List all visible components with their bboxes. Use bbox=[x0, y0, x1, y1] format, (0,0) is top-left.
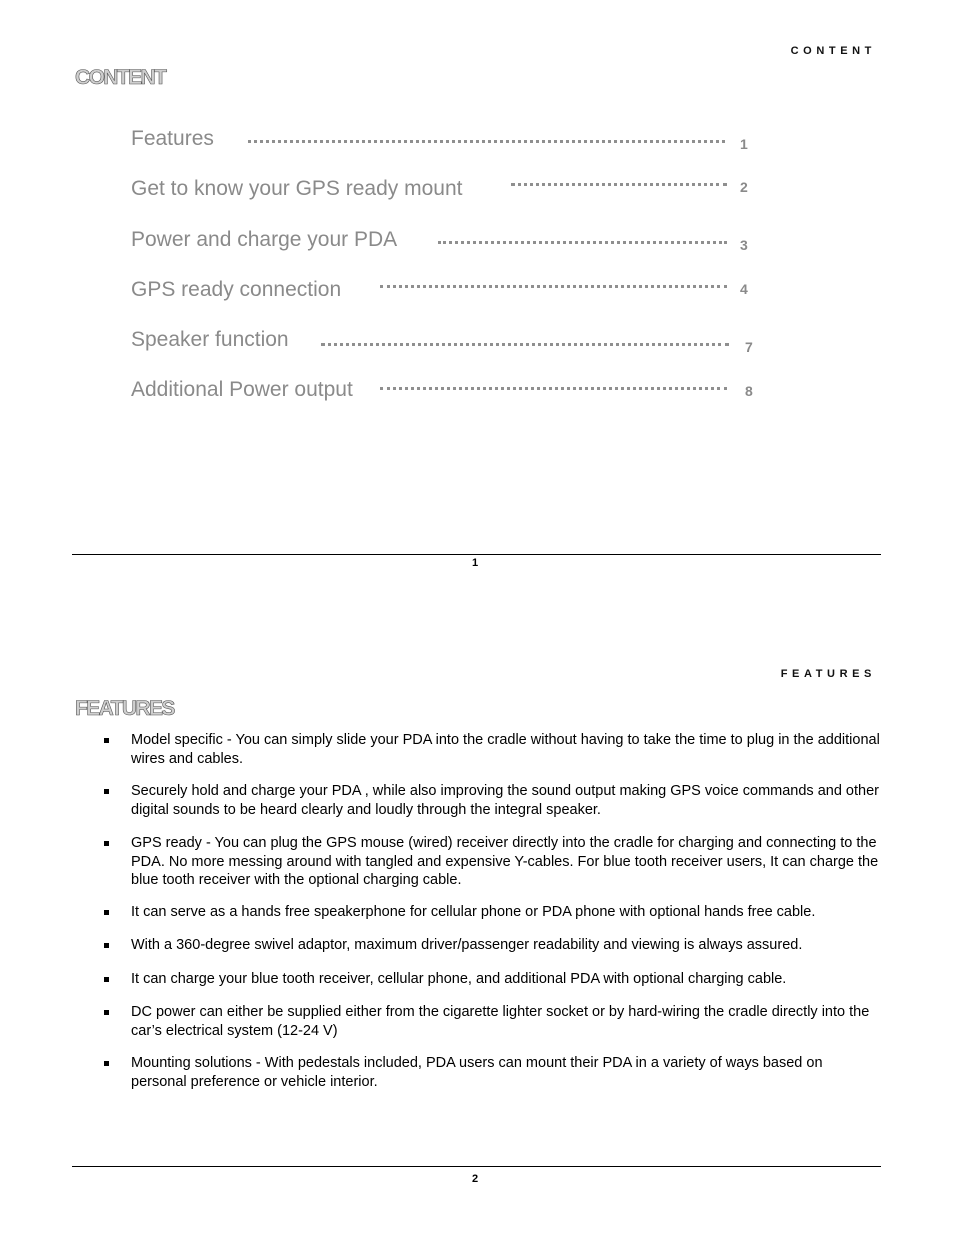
footer-rule bbox=[72, 554, 881, 555]
page-number: 1 bbox=[472, 557, 479, 569]
list-item-text: GPS ready - You can plug the GPS mouse (wired) receiver directly into the cradle for charging and connecting to the PDA. No more messing around with tangled and expensive Y-cables. For blue tooth receiver users, It can charge the blue tooth receiver with the optional charging cable. bbox=[131, 835, 879, 888]
content-heading: CONTENT bbox=[75, 66, 166, 89]
toc-label: GPS ready connection bbox=[131, 278, 342, 301]
list-item bbox=[131, 970, 881, 989]
toc-item-power-charge[interactable] bbox=[131, 228, 761, 258]
list-item bbox=[131, 1003, 881, 1040]
running-head-features: FEATURES bbox=[780, 668, 876, 680]
toc-page-number: 1 bbox=[740, 136, 748, 152]
toc-page-number: 8 bbox=[745, 383, 753, 399]
toc-leader-dots bbox=[511, 183, 727, 186]
bullet-icon bbox=[104, 1010, 109, 1015]
toc-label: Additional Power output bbox=[131, 378, 353, 401]
toc-page-number: 7 bbox=[745, 339, 753, 355]
toc-page-number: 3 bbox=[740, 237, 748, 253]
list-item-text: Mounting solutions - With pedestals included, PDA users can mount their PDA in a variety of ways based on personal preference or vehicle interior. bbox=[131, 1055, 823, 1090]
bullet-icon bbox=[104, 943, 109, 948]
toc-leader-dots bbox=[380, 285, 727, 288]
list-item-text: With a 360-degree swivel adaptor, maximum driver/passenger readability and viewing is always assured. bbox=[131, 937, 803, 953]
toc-leader-dots bbox=[438, 241, 727, 244]
toc-leader-dots bbox=[380, 387, 727, 390]
page-number: 2 bbox=[472, 1173, 479, 1185]
toc-leader-dots bbox=[248, 140, 725, 143]
toc-leader-dots bbox=[321, 343, 729, 346]
features-heading: FEATURES bbox=[75, 697, 174, 720]
toc-label: Speaker function bbox=[131, 328, 289, 351]
bullet-icon bbox=[104, 738, 109, 743]
list-item bbox=[131, 834, 881, 890]
toc-page-number: 4 bbox=[740, 281, 748, 297]
toc-label: Features bbox=[131, 127, 214, 150]
list-item-text: It can serve as a hands free speakerphone for cellular phone or PDA phone with optional hands free cable. bbox=[131, 904, 816, 920]
list-item-text: DC power can either be supplied either from the cigarette lighter socket or by hard-wiring the cradle directly into the car’s electrical system (12-24 V) bbox=[131, 1004, 870, 1039]
toc-item-gps-connection[interactable] bbox=[131, 278, 761, 308]
list-item-text: It can charge your blue tooth receiver, cellular phone, and additional PDA with optional charging cable. bbox=[131, 971, 787, 987]
list-item bbox=[131, 1054, 881, 1091]
list-item bbox=[131, 903, 881, 922]
bullet-icon bbox=[104, 1061, 109, 1066]
running-head-content: CONTENT bbox=[790, 45, 876, 57]
toc-label: Power and charge your PDA bbox=[131, 228, 398, 251]
toc-page-number: 2 bbox=[740, 179, 748, 195]
bullet-icon bbox=[104, 910, 109, 915]
list-item-text: Securely hold and charge your PDA , while also improving the sound output making GPS voice commands and other digital sounds to be heard clearly and loudly through the integral speaker. bbox=[131, 783, 879, 818]
toc-label: Get to know your GPS ready mount bbox=[131, 177, 463, 200]
list-item bbox=[131, 731, 881, 768]
list-item bbox=[131, 782, 881, 819]
footer-rule bbox=[72, 1166, 881, 1167]
bullet-icon bbox=[104, 841, 109, 846]
bullet-icon bbox=[104, 977, 109, 982]
list-item-text: Model specific - You can simply slide your PDA into the cradle without having to take the time to plug in the additional wires and cables. bbox=[131, 732, 880, 767]
toc-item-power-output[interactable] bbox=[131, 378, 761, 408]
toc-item-know-mount[interactable] bbox=[131, 177, 761, 207]
toc-item-speaker[interactable] bbox=[131, 328, 761, 358]
list-item bbox=[131, 936, 881, 955]
bullet-icon bbox=[104, 789, 109, 794]
toc-item-features[interactable] bbox=[131, 127, 761, 157]
